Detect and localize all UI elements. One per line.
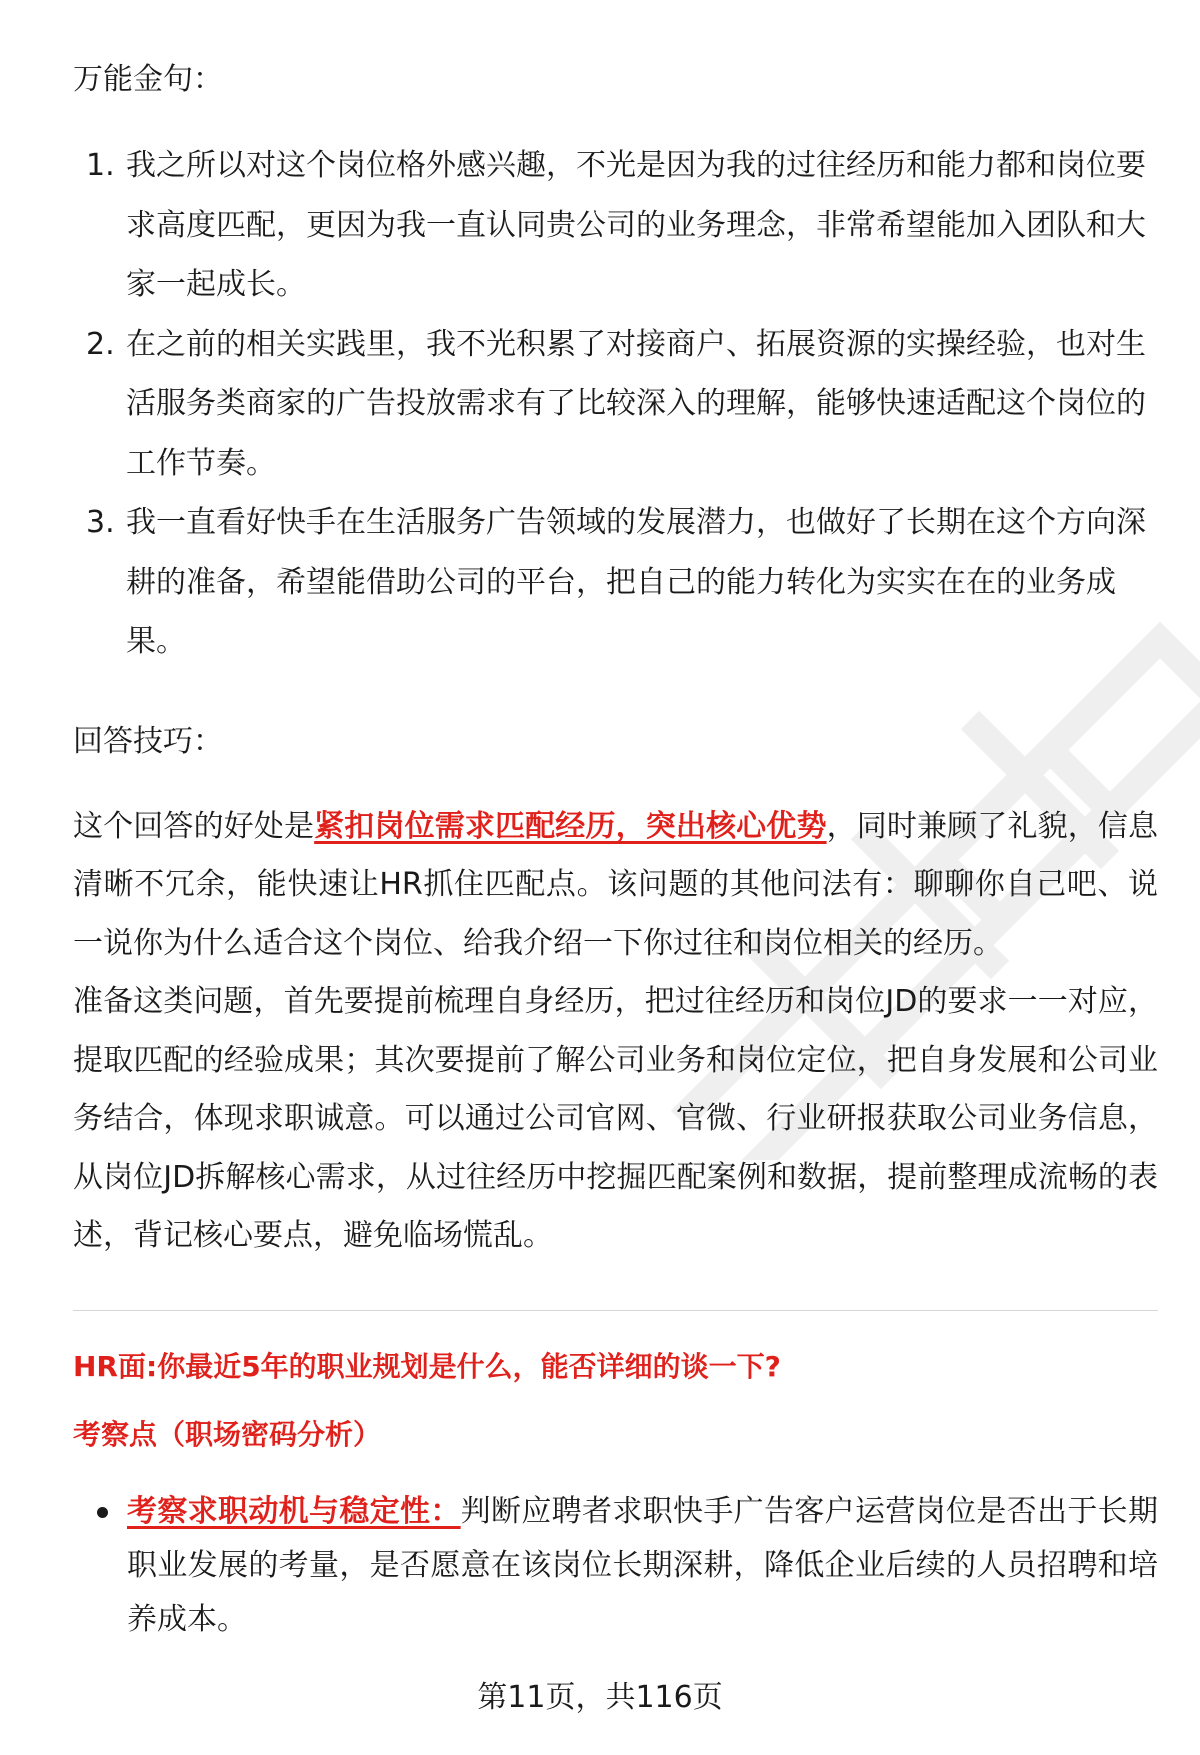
paragraph-suffix: ，同时兼顾了礼貌，信息清晰不冗余，能快速让HR抓住匹配点。该问题的其他问法有：聊聊你自己吧、说一说你为什么适合这个岗位、给我介绍一下你过往和岗位相关的经历。 [73, 808, 1159, 961]
list-item [73, 493, 1158, 672]
bullet-text: 判断应聘者求职快手广告客户运营岗位是否出于长期职业发展的考量，是否愿意在该岗位长期深耕，降低企业后续的人员招聘和培养成本。 [127, 1493, 1159, 1637]
section-heading-golden-sentences: 万能金句： [73, 62, 223, 97]
assessment-points-heading: 考察点（职场密码分析） [73, 1417, 382, 1451]
assessment-points-list [73, 1485, 1158, 1647]
preparation-paragraph: 准备这类问题，首先要提前梳理自身经历，把过往经历和岗位JD的要求一一对应，提取匹配的经验成果；其次要提前了解公司业务和岗位定位，把自身发展和公司业务结合，体现求职诚意。可以通过公司官网、官微、行业研报获取公司业务信息，从岗位JD拆解核心需求，从过往经历中挖掘匹配案例和数据，提前整理成流畅的表述，背记核心要点，避免临场慌乱。 [73, 984, 1158, 1253]
golden-sentences-list [73, 136, 1158, 672]
list-item-text: 我一直看好快手在生活服务广告领域的发展潜力，也做好了长期在这个方向深耕的准备，希望能借助公司的平台，把自己的能力转化为实实在在的业务成果。 [126, 505, 1146, 659]
highlighted-key-point: 紧扣岗位需求匹配经历，突出核心优势 [314, 808, 827, 844]
list-item-number: 3. [86, 505, 115, 540]
page-number-footer: 第11页，共116页 [477, 1680, 723, 1715]
interview-question-heading: HR面:你最近5年的职业规划是什么，能否详细的谈一下? [73, 1349, 781, 1383]
list-item [73, 136, 1158, 315]
list-item-number: 1. [86, 148, 115, 183]
paragraph-prefix: 这个回答的好处是 [73, 808, 315, 844]
bullet-label: 考察求职动机与稳定性： [127, 1493, 461, 1529]
section-heading-answer-tips: 回答技巧： [73, 723, 223, 759]
list-item-number: 2. [86, 326, 115, 362]
bullet-dot-icon [97, 1507, 108, 1518]
list-item [73, 1485, 1158, 1647]
section-divider [73, 1310, 1158, 1311]
list-item-text: 我之所以对这个岗位格外感兴趣，不光是因为我的过往经历和能力都和岗位要求高度匹配，更因为我一直认同贵公司的业务理念，非常希望能加入团队和大家一起成长。 [126, 148, 1146, 302]
list-item-text: 在之前的相关实践里，我不光积累了对接商户、拓展资源的实操经验，也对生活服务类商家的广告投放需求有了比较深入的理解，能够快速适配这个岗位的工作节奏。 [126, 326, 1146, 481]
main-content [73, 60, 1158, 1647]
list-item [73, 315, 1158, 494]
answer-tips-paragraph [73, 798, 1158, 974]
